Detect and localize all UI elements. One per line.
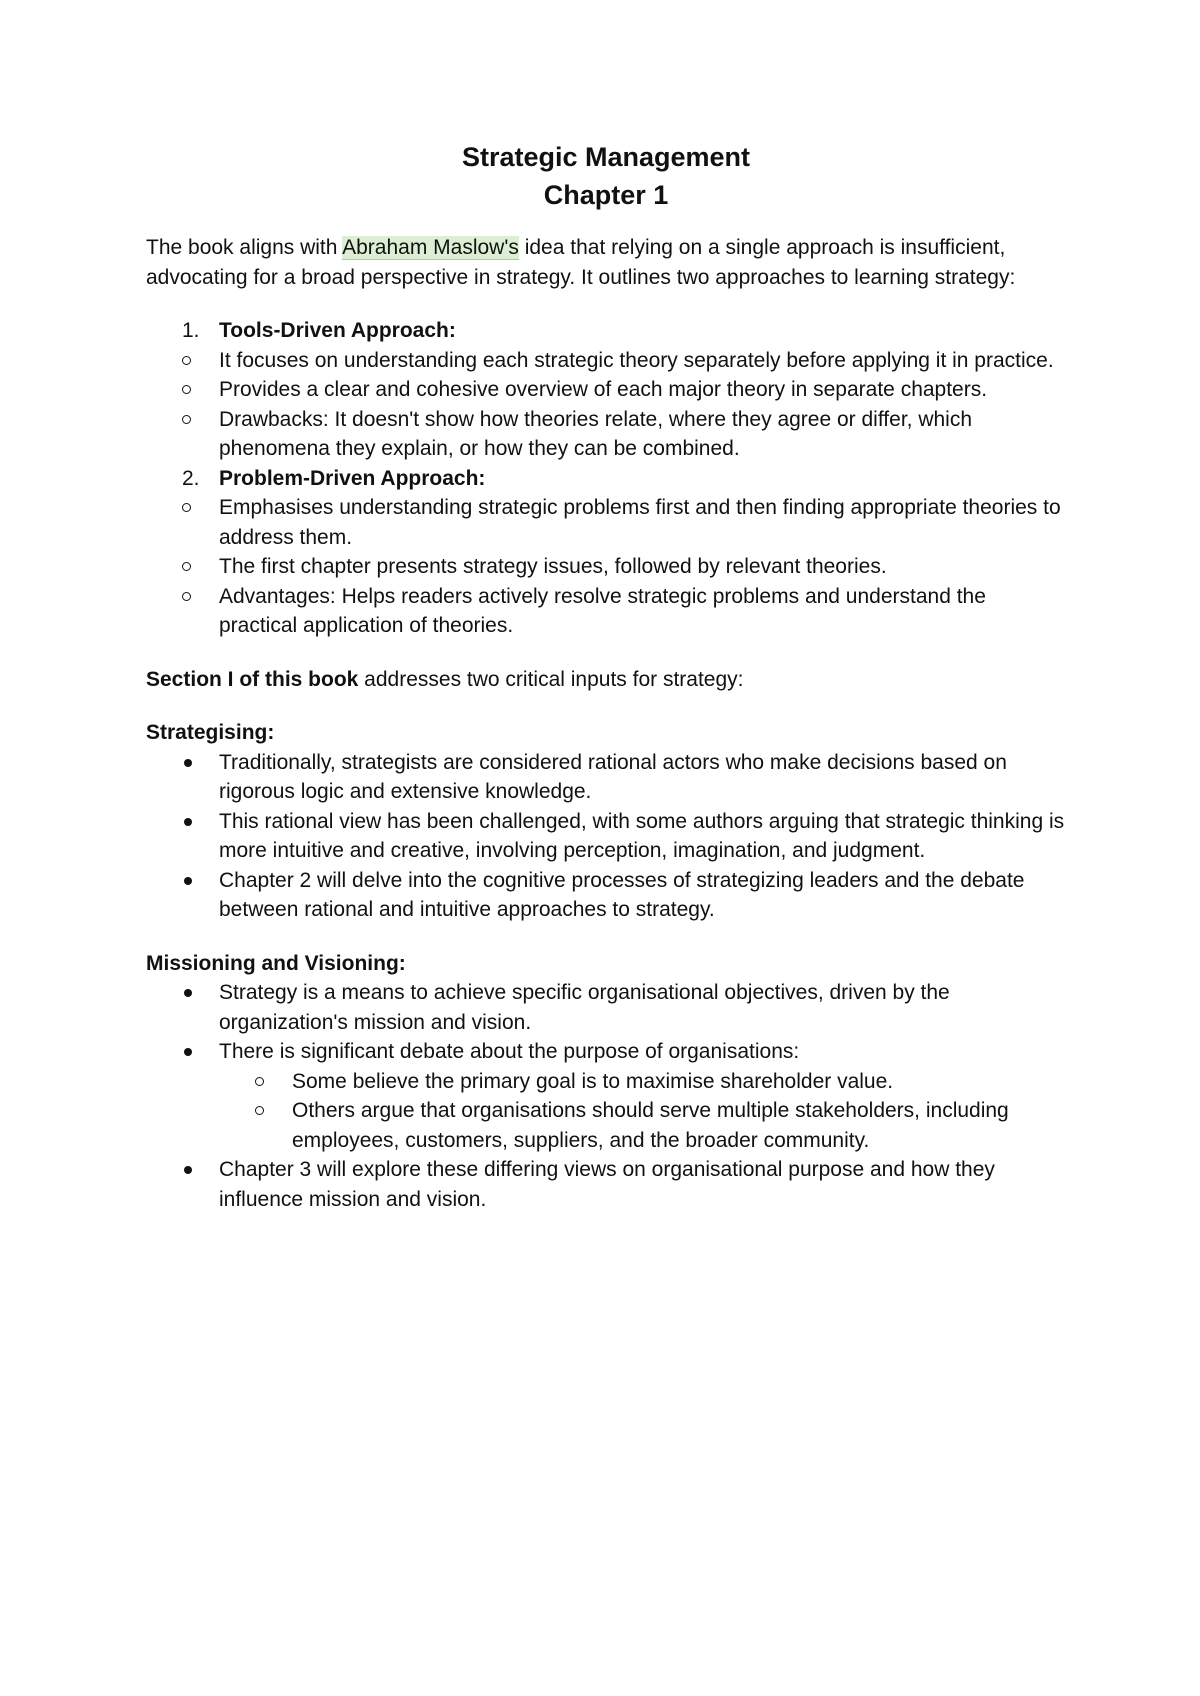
bullet-text: Chapter 3 will explore these differing views on organisational purpose and how they influence mission and vision. — [219, 1158, 995, 1211]
approach-point — [146, 405, 1066, 464]
list-number: 2. — [182, 466, 200, 490]
bullet-text: Chapter 2 will delve into the cognitive processes of strategizing leaders and the debate between rational and intuitive approaches to strategy. — [219, 868, 1025, 921]
point-text: Emphasises understanding strategic problems first and then finding appropriate theories to address them. — [219, 496, 1061, 549]
bullet-icon — [184, 1166, 192, 1174]
strategising-heading: Strategising: — [146, 721, 275, 744]
approach-item — [146, 316, 1066, 464]
approach-points — [146, 346, 1066, 464]
bullet-text: Strategy is a means to achieve specific organisational objectives, driven by the organization's mission and vision. — [219, 981, 950, 1034]
bullet-item — [146, 866, 1066, 925]
bullet-icon — [184, 759, 192, 767]
point-text: Advantages: Helps readers actively resolve strategic problems and understand the practical application of theories. — [219, 584, 986, 637]
approach-points — [146, 493, 1066, 641]
bullet-icon — [184, 818, 192, 826]
bullet-icon — [184, 1048, 192, 1056]
intro-text-before: The book aligns with — [146, 236, 343, 259]
hollow-bullet-icon — [182, 356, 191, 365]
point-text: It focuses on understanding each strategic theory separately before applying it in practice. — [219, 348, 1054, 372]
point-text: The first chapter presents strategy issues, followed by relevant theories. — [219, 555, 887, 578]
sub-bullet-item — [146, 1067, 1066, 1097]
bullet-text: There is significant debate about the purpose of organisations: — [219, 1040, 800, 1063]
bullet-item — [146, 748, 1066, 807]
sub-bullet-item — [146, 1096, 1066, 1155]
approach-point — [146, 493, 1066, 552]
purpose-sub-list — [146, 1067, 1066, 1156]
document-title: Strategic Management — [461, 142, 751, 172]
bullet-item — [146, 1155, 1066, 1214]
missioning-list — [146, 978, 1066, 1214]
document-subtitle: Chapter 1 — [543, 180, 669, 210]
approach-point — [146, 346, 1066, 376]
bullet-text: This rational view has been challenged, with some authors arguing that strategic thinking is more intuitive and creative, involving perception, imagination, and judgment. — [219, 809, 1065, 862]
bullet-text: Traditionally, strategists are considered rational actors who make decisions based on rigorous logic and extensive knowledge. — [219, 750, 1007, 803]
section-intro — [146, 665, 1066, 695]
approach-heading: Problem-Driven Approach: — [219, 466, 486, 490]
document-content — [146, 138, 1066, 1214]
approach-heading: Tools-Driven Approach: — [219, 319, 456, 342]
bullet-icon — [184, 989, 192, 997]
hollow-bullet-icon — [182, 503, 191, 512]
bullet-item — [146, 807, 1066, 866]
sub-bullet-text: Some believe the primary goal is to maximise shareholder value. — [292, 1069, 894, 1093]
hollow-bullet-icon — [182, 385, 191, 394]
approach-point — [146, 375, 1066, 405]
section-intro-rest: addresses two critical inputs for strategy: — [358, 667, 744, 691]
approach-point — [146, 582, 1066, 641]
hollow-bullet-icon — [182, 562, 191, 571]
bullet-icon — [184, 877, 192, 885]
bullet-item — [146, 978, 1066, 1037]
strategising-list — [146, 748, 1066, 925]
approaches-list — [146, 316, 1066, 641]
intro-paragraph — [146, 233, 1066, 292]
hollow-bullet-icon — [182, 592, 191, 601]
point-text: Drawbacks: It doesn't show how theories relate, where they agree or differ, which phenomena they explain, or how they can be combined. — [219, 407, 973, 460]
missioning-heading: Missioning and Visioning: — [146, 951, 406, 975]
hollow-bullet-icon — [182, 415, 191, 424]
hollow-bullet-icon — [255, 1077, 264, 1086]
hollow-bullet-icon — [255, 1106, 264, 1115]
approach-point — [146, 552, 1066, 582]
approach-item — [146, 464, 1066, 641]
bullet-item — [146, 1037, 1066, 1155]
sub-bullet-text: Others argue that organisations should serve multiple stakeholders, including employees, customers, suppliers, and the broader community. — [292, 1099, 1009, 1152]
highlighted-name[interactable]: Abraham Maslow's — [342, 236, 519, 259]
point-text: Provides a clear and cohesive overview of each major theory in separate chapters. — [219, 378, 988, 401]
section-intro-bold: Section I of this book — [146, 667, 359, 691]
intro-text-after: idea that relying on a single approach is insufficient, advocating for a broad perspective in strategy. It outlines two approaches to learning strategy: — [146, 236, 1016, 289]
list-number: 1. — [182, 319, 200, 342]
